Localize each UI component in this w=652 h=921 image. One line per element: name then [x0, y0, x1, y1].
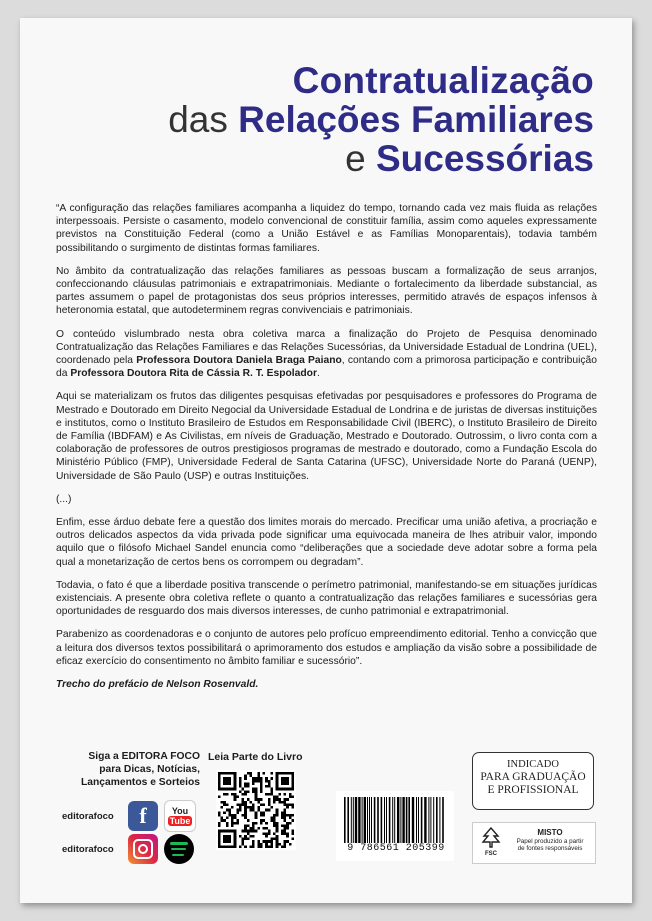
- fsc-text: [507, 829, 593, 853]
- book-title: [168, 62, 594, 179]
- paragraph-6: Enfim, esse árduo debate fere a questão dos limites morais do mercado. Precificar uma união afetiva, a procriação e outros delicados aspectos da vida privada pode significar uma equivocada maneira de lhes atribuir valor, impondo aquilo que o filósofo Michael Sandel enuncia como “deliberações que a sociedade deve adotar sobre a forma pela qual a monetarização de certos bens os corrompem ou degradam”.: [56, 517, 597, 568]
- badge-line-1: INDICADO: [507, 759, 559, 770]
- title-line-3-light: e: [345, 137, 366, 179]
- title-line-3: [168, 137, 594, 179]
- social-row-1: [62, 800, 196, 832]
- youtube-tube-text: Tube: [169, 816, 191, 826]
- title-line-2: [168, 98, 594, 140]
- social-handle: editorafoco: [62, 843, 114, 855]
- paragraph-7: Todavia, o fato é que a liberdade positiva transcende o perímetro patrimonial, manifestando-se em situações jurídicas existenciais. A presente obra coletiva reflete o quanto a contratualização das relações familiares e sucessórias gera oportunidades de resguardo dos mais diversos interesses, de cunho patrimonial e extrapatrimonial.: [56, 579, 597, 618]
- badge-line-3: E PROFISSIONAL: [487, 784, 579, 796]
- p3-author-1: Professora Doutora Daniela Braga Paiano: [136, 355, 342, 367]
- signature: Trecho do prefácio de Nelson Rosenvald.: [56, 679, 259, 691]
- spotify-icon[interactable]: [164, 834, 194, 864]
- p3-text-c: , contando com a primorosa participação e contribuição da: [56, 355, 597, 380]
- back-cover: [20, 18, 632, 903]
- qr-label: Leia Parte do Livro: [208, 751, 303, 763]
- preface-excerpt: [56, 202, 597, 701]
- p3-text-a: O conteúdo vislumbrado nesta obra coletiva marca a finalização do Projeto de Pesquisa denominado Contratualização das Relações Familiares e das Relações Sucessórias, da Universidade Estadual de Londrina (UEL), coordenado pela: [56, 328, 597, 367]
- fsc-tree-icon: [479, 827, 503, 859]
- social-handle: editorafoco: [62, 810, 114, 822]
- isbn-number: 9 786561 205399: [347, 843, 445, 854]
- paragraph-8: Parabenizo as coordenadoras e o conjunto de autores pelo profícuo empreendimento editorial. Tenho a convicção que a leitura dos diversos textos possibilitará o aprimoramento dos estudos e ampliação da visão sobre a possibilidade de eficaz exercício do consentimento no âmbito familiar e sucessório”.: [56, 629, 597, 667]
- fsc-text-2: de fontes responsáveis: [517, 845, 583, 852]
- youtube-you-text: You: [171, 806, 189, 816]
- title-line-1: Contratualização: [292, 60, 594, 101]
- facebook-icon[interactable]: f: [128, 801, 158, 831]
- qr-code-icon[interactable]: [216, 770, 296, 850]
- recommended-badge: [472, 752, 594, 810]
- paragraph-4: Aqui se materializam os frutos das diligentes pesquisas efetivadas por pesquisadores e professores do Programa de Mestrado e Doutorado em Direito Negocial da Universidade Estadual de Londrina e de juristas de diversas instituições e institutos, como o Instituto Brasileiro de Estudos em Responsabilidade Civil (IBERC), o Instituto Brasileiro de Direito de Família (IBDFAM) e As Civilistas, em níveis de Graduação, Mestrado e Doutorado. Outrossim, o livro conta com a colaboração de professores de outros prestigiosos programas de mestrado e doutorado, como a Fundação Escola do Ministério Público (FMP), Universidade Federal de Santa Catarina (UFSC), Universidade Norte do Paraná (UENP), Universidade de São Paulo (USP) e outras Instituições.: [56, 391, 597, 482]
- follow-line-3: Lançamentos e Sorteios: [80, 777, 200, 788]
- social-row-2: [62, 834, 194, 864]
- p3-author-2: Professora Doutora Rita de Cássia R. T. Espolador: [70, 368, 317, 380]
- paragraph-1: “A configuração das relações familiares acompanha a liquidez do tempo, tornando cada vez mais fluida as relações interpessoais. Persiste o casamento, modelo convencional de constituir família, assim como aqueles expressamente previstos na Constituição Federal (como a União Estável e as Famílias Monoparentais), todavia também possibilitando o surgimento de distintas formas familiares.: [56, 203, 597, 254]
- barcode-icon: [344, 797, 446, 843]
- paragraph-3: [56, 328, 597, 381]
- title-line-2-bold: Relações Familiares: [238, 98, 594, 140]
- badge-line-2: PARA GRADUAÇÃO: [480, 771, 586, 783]
- title-line-2-light: das: [168, 98, 228, 140]
- paragraph-2: No âmbito da contratualização das relações familiares as pessoas buscam a formalização de seus arranjos, confeccionando cláusulas patrimoniais e extrapatrimoniais. Mediante o fortalecimento da liberdade substancial, as partes assumem o papel de protagonistas dos seus próprios interesses, permitido através de espaços infensos à heteronomia estatal, que autodeterminem regras convivenciais e patrimoniais.: [56, 265, 597, 317]
- p3-text-e: .: [316, 368, 320, 380]
- instagram-icon[interactable]: [128, 834, 158, 864]
- isbn-barcode: [336, 791, 454, 861]
- fsc-text-1: Papel produzido a partir: [516, 837, 584, 845]
- youtube-icon[interactable]: [164, 800, 196, 832]
- title-line-3-bold: Sucessórias: [375, 137, 594, 179]
- follow-text: [72, 750, 200, 789]
- follow-line-1: Siga a EDITORA FOCO: [88, 751, 200, 762]
- follow-line-2: para Dicas, Notícias,: [99, 764, 200, 775]
- fsc-title: MISTO: [537, 828, 563, 837]
- fsc-seal: [472, 822, 596, 864]
- fsc-logo-text: FSC: [485, 851, 497, 857]
- paragraph-5: (...): [56, 493, 72, 505]
